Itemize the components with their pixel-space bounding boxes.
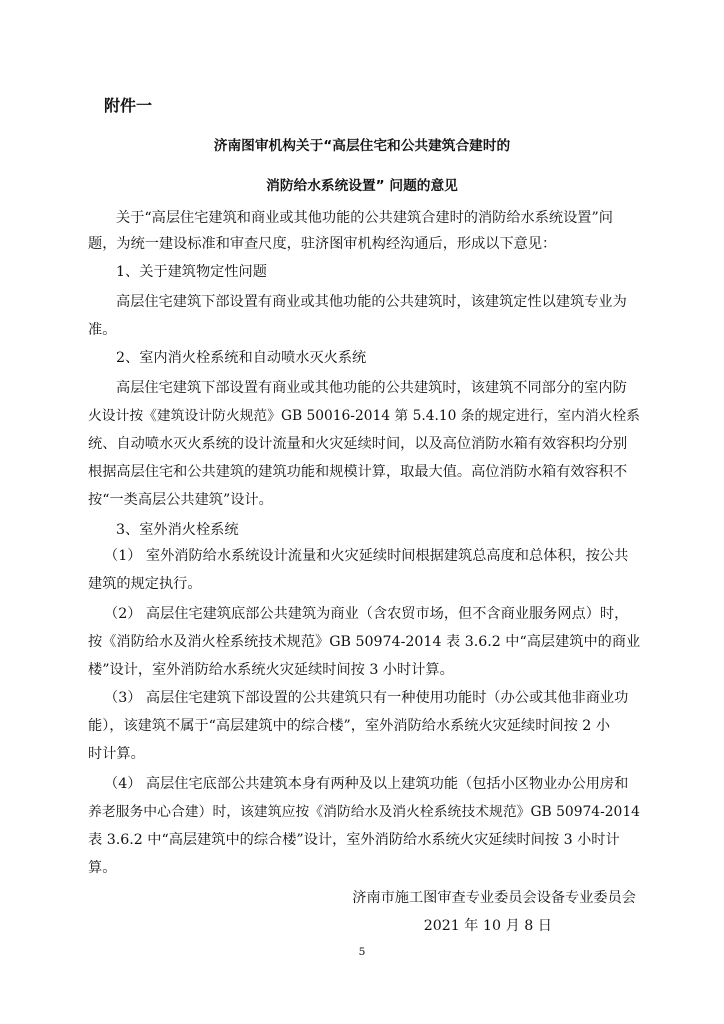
section-3-item-1-line-2: 建筑的规定执行。	[88, 576, 202, 592]
intro-line-1: 关于“高层住宅建筑和商业或其他功能的公共建筑合建时的消防给水系统设置”问	[116, 210, 613, 226]
section-3-item-4-line-4: 算。	[88, 860, 117, 876]
signature-organization: 济南市施工图审查专业委员会设备专业委员会	[352, 890, 636, 906]
section-3-item-3-line-1: （3） 高层住宅建筑下部设置的公共建筑只有一种使用功能时（办公或其他非商业功	[104, 690, 629, 706]
section-1-line-1: 高层住宅建筑下部设置有商业或其他功能的公共建筑时，该建筑定性以建筑专业为	[116, 294, 627, 310]
section-2-line-5: 按“一类高层公共建筑”设计。	[88, 492, 273, 508]
section-3-item-3-line-3: 时计算。	[88, 746, 145, 762]
signature-date: 2021 年 10 月 8 日	[423, 918, 552, 934]
section-3-item-4-line-1: （4） 高层住宅底部公共建筑本身有两种及以上建筑功能（包括小区物业办公用房和	[104, 776, 629, 792]
title-line-2: 消防给水系统设置” 问题的意见	[266, 178, 458, 194]
section-3-item-2-line-2: 按《消防给水及消火栓系统技术规范》GB 50974-2014 表 3.6.2 中“高层建筑中的商业	[88, 634, 641, 650]
page-number: 5	[358, 945, 366, 958]
section-2-heading: 2、室内消火栓系统和自动喷水灭火系统	[116, 350, 367, 366]
section-1-line-2: 准。	[88, 322, 117, 338]
section-3-item-2-line-1: （2） 高层住宅建筑底部公共建筑为商业（含农贸市场，但不含商业服务网点）时，	[104, 606, 629, 622]
intro-line-2: 题，为统一建设标准和审查尺度，驻济图审机构经沟通后，形成以下意见：	[88, 236, 557, 252]
section-3-heading: 3、室外消火栓系统	[116, 522, 239, 538]
section-3-item-4-line-3: 表 3.6.2 中“高层建筑中的综合楼”设计，室外消防给水系统火灾延续时间按 3 小时计	[88, 832, 620, 848]
section-3-item-2-line-3: 楼”设计，室外消防给水系统火灾延续时间按 3 小时计算。	[88, 662, 454, 678]
attachment-label: 附件一	[104, 96, 153, 115]
section-3-item-4-line-2: 养老服务中心合建）时，该建筑应按《消防给水及消火栓系统技术规范》GB 50974-2014	[88, 804, 640, 820]
section-1-heading: 1、关于建筑物定性问题	[116, 264, 267, 280]
section-2-line-1: 高层住宅建筑下部设置有商业或其他功能的公共建筑时，该建筑不同部分的室内防	[116, 380, 627, 396]
title-line-1: 济南图审机构关于“高层住宅和公共建筑合建时的	[213, 138, 511, 154]
section-2-line-3: 统、自动喷水灭火系统的设计流量和火灾延续时间，以及高位消防水箱有效容积均分别	[88, 436, 628, 452]
section-3-item-3-line-2: 能），该建筑不属于“高层建筑中的综合楼”，室外消防给水系统火灾延续时间按 2 小	[88, 718, 611, 734]
section-3-item-1-line-1: （1） 室外消防给水系统设计流量和火灾延续时间根据建筑总高度和总体积，按公共	[104, 548, 629, 564]
section-2-line-2: 火设计按《建筑设计防火规范》GB 50016-2014 第 5.4.10 条的规定进行，室内消火栓系	[88, 408, 640, 424]
section-2-line-4: 根据高层住宅和公共建筑的建筑功能和规模计算，取最大值。高位消防水箱有效容积不	[88, 464, 628, 480]
